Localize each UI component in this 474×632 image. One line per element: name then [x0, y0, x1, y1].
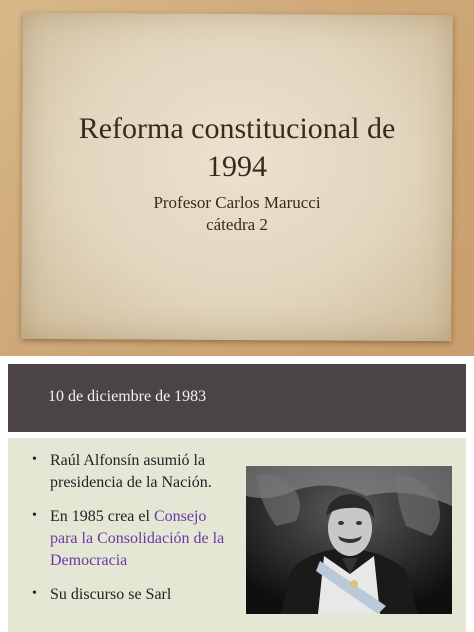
slide-header-text: 10 de diciembre de 1983 — [48, 388, 207, 405]
portrait-image — [246, 466, 452, 614]
subtitle-line-2: cátedra 2 — [206, 215, 268, 234]
bullet-item — [30, 584, 230, 606]
slide-subtitle — [22, 192, 452, 236]
alfonsin-photo — [246, 466, 452, 614]
bullet-text: Raúl Alfonsín asumió la presidencia de la Nación. — [50, 452, 212, 491]
consejo-link[interactable]: Consejo para la Consolidación de la Democracia — [50, 508, 225, 569]
bullet-marker: • — [32, 452, 37, 467]
bullet-text: Su discurso se Sarl — [50, 586, 172, 603]
bullet-marker: • — [32, 508, 37, 523]
bullet-marker: • — [32, 586, 37, 601]
bullet-item — [30, 506, 230, 572]
bullet-text: En 1985 crea el — [50, 508, 150, 525]
bullet-item — [30, 450, 230, 494]
subtitle-line-1: Profesor Carlos Marucci — [153, 193, 321, 212]
slide-header-band — [8, 364, 466, 432]
title-line-1: Reforma constitucional de — [78, 112, 396, 145]
slide-separator — [0, 356, 474, 364]
slide-title — [22, 110, 452, 186]
title-line-2: 1994 — [207, 150, 267, 183]
bullet-list — [30, 450, 230, 618]
